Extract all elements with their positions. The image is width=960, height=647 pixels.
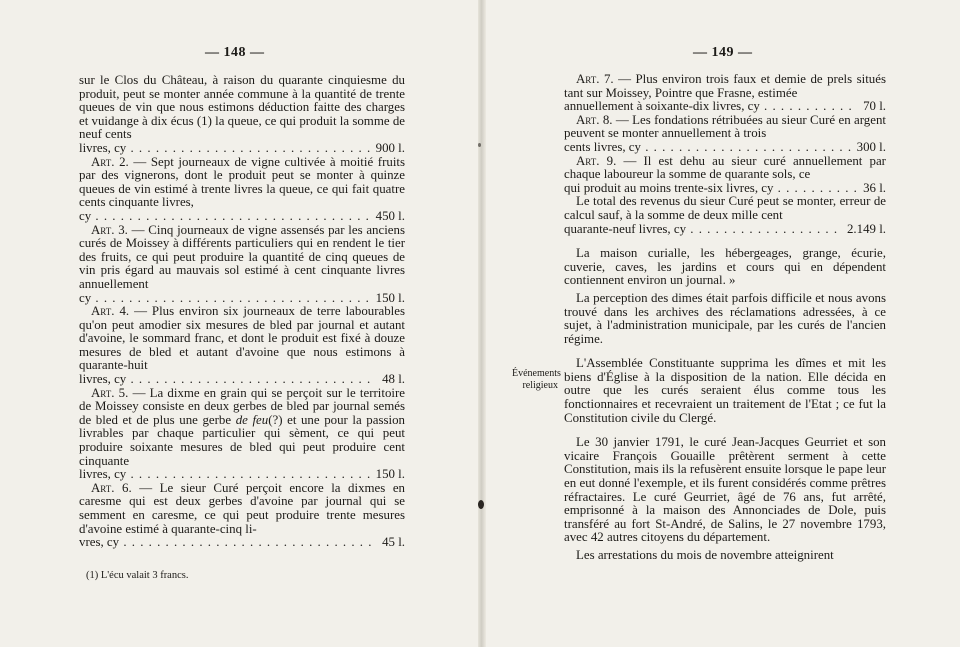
article-text: — Cinq journeaux de vigne assensés par les anciens curés de Moissey à différents particuliers qui en rendent le tier des fruits, ce qui peut produire la quantité de cinq queues de vin pris égard au mauvais sol estimé à cent cinquante livres annuellement [79, 222, 405, 291]
amount-value: 150 l. [375, 290, 405, 305]
paragraph [79, 74, 405, 142]
article-text: — Plus environ trois faux et demie de prels situés tant sur Moissey, Pointre que Frasne, estimée [564, 72, 886, 100]
article-text: — Sept journeaux de vigne cultivée à moitié fruits par des vignerons, dont le produit peut se monter à quinze queues de vin estimé à trente livres la queue, ce qui fait quatre cents cinquante livres, [79, 154, 405, 210]
paragraph: La maison curialle, les hébergeages, grange, écurie, cuverie, caves, les jardins et cours qui en dépendent contiennent environ un journal. » [564, 246, 886, 288]
amount-value: 48 l. [382, 372, 405, 387]
margin-note: Événements religieux [512, 368, 561, 391]
article-text: — Plus environ six journeaux de terre labourables qu'on peut amodier six mesures de bled par journal et autant d'avoine, le sommard franc, et dont le produit est fixé à douze mesures de bled et autant d'avoine que nous estimons à quarante-huit [79, 304, 405, 373]
article-label: Art. 8. [576, 112, 613, 127]
article-6 [79, 482, 405, 536]
article-text: — Il est dehu au sieur curé annuellement par chaque laboureur la somme de quarante sols, ce [564, 153, 886, 182]
amount-line [564, 182, 886, 196]
amount-label: cy . . . [79, 292, 370, 306]
article-label: Art. 7. [576, 72, 614, 86]
article-label: Art. 6. [91, 480, 132, 495]
amount-value: 450 l. [375, 208, 405, 223]
ink-blot-mark [478, 500, 484, 509]
article-2 [79, 156, 405, 210]
amount-value: 36 l. [863, 180, 886, 195]
amount-line [564, 223, 886, 237]
amount-line [79, 536, 405, 550]
amount-line [79, 468, 405, 482]
paragraph: Le 30 janvier 1791, le curé Jean-Jacques Geurriet et son vicaire François Gouaille prêtèrent serment à cette Constitution, mais ils la refusèrent ensuite lorsque le pape leur en eut donné l'exemple, et ils furent considérés comme prêtres réfractaires. Le curé Geurriet, âgé de 76 ans, fut arrêté, emprisonné à la maison des Annonciades de Dole, puis transféré au fort St-André, de Salins, le 27 novembre 1793, avec 42 autres citoyens du département. [564, 435, 886, 545]
amount-label: qui produit au moins trente-six livres, cy . . . [564, 182, 857, 196]
article-4 [79, 305, 405, 373]
article-label: Art. 9. [576, 153, 617, 168]
article-italic-text: de feu [235, 412, 269, 427]
amount-line [79, 142, 405, 156]
amount-label: livres, cy . . . [79, 142, 370, 156]
amount-line [79, 210, 405, 224]
amount-line [564, 141, 886, 155]
total-text: Le total des revenus du sieur Curé peut se monter, erreur de calcul sauf, à la somme de deux mille cent [564, 194, 886, 222]
article-text: — La dixme en grain qui se perçoit sur le territoire de Moissey consiste en deux gerbes de bled par journal semés de bled et de plus une gerbe [79, 385, 405, 427]
article-5 [79, 387, 405, 469]
amount-label: quarante-neuf livres, cy . . . [564, 223, 841, 237]
article-text: — Le sieur Curé perçoit encore la dixmes en caresme qui est deux gerbes d'avoine par journal qui se semment en caresme, ce qui peut produire trente mesures d'avoine estimé à quarante-cinq li- [79, 480, 405, 536]
right-page [486, 0, 960, 647]
page-number: — 148 — [205, 45, 265, 60]
amount-label: annuellement à soixante-dix livres, cy . . . [564, 100, 857, 114]
article-8 [564, 114, 886, 141]
paragraph: Les arrestations du mois de novembre atteignirent [576, 548, 834, 562]
article-label: Art. 2. [91, 154, 129, 169]
article-label: Art. 3. [91, 222, 128, 237]
article-label: Art. 4. [91, 304, 130, 319]
book-gutter [478, 0, 486, 647]
amount-line [79, 292, 405, 306]
amount-value: 2.149 l. [846, 221, 886, 236]
amount-line [564, 100, 886, 114]
amount-label: livres, cy . . . [79, 468, 370, 482]
article-9 [564, 155, 886, 182]
amount-label: livres, cy . . . [79, 373, 376, 387]
amount-label: cents livres, cy . . . [564, 141, 851, 155]
amount-value: 900 l. [375, 140, 405, 155]
ink-blot-mark [478, 143, 481, 147]
left-page [0, 0, 478, 647]
amount-label: vres, cy . . . [79, 536, 376, 550]
amount-value: 70 l. [863, 99, 886, 114]
paragraph: L'Assemblée Constituante supprima les dîmes et mit les biens d'Église à la disposition de la nation. Elle décida en outre que les curés seraient élus comme tous les fonctionnaires et recevraient un traitement de l'Etat ; ce fut la Constitution civile du Clergé. [564, 356, 886, 425]
amount-value: 45 l. [382, 535, 405, 550]
amount-label: cy . . . [79, 210, 370, 224]
page-text [79, 74, 405, 550]
amount-value: 150 l. [375, 467, 405, 482]
paragraph-text: sur le Clos du Château, à raison du quarante cinquiesme du produit, peut se monter année commune à la quantité de trente queues de vin que nous estimons déduction faitte des charges et vuidange à dix écus (1) la queue, ce qui produit la somme de neuf cents [79, 73, 405, 142]
page-text [564, 73, 886, 563]
paragraph: La perception des dimes était parfois difficile et nous avons trouvé dans les archives des réclamations adressées, à ce sujet, à l'administration municipale, par les curés de l'ancien régime. [564, 290, 886, 346]
article-text: (?) et une pour la passion livrables par chaque particulier qui sèment, ce qui peut produire soixante mesures de bled qui peut produire cent cinquante [79, 412, 405, 468]
article-3 [79, 224, 405, 292]
amount-value: 300 l. [856, 139, 886, 154]
article-label: Art. 5. [91, 385, 129, 400]
footnote: (1) L'écu valait 3 francs. [86, 570, 189, 581]
page-number: — 149 — [693, 45, 753, 60]
article-7 [564, 73, 886, 100]
article-text: — Les fondations rétribuées au sieur Curé en argent peuvent se monter annuellement à trois [564, 112, 886, 141]
total-paragraph [564, 195, 886, 222]
amount-line [79, 373, 405, 387]
